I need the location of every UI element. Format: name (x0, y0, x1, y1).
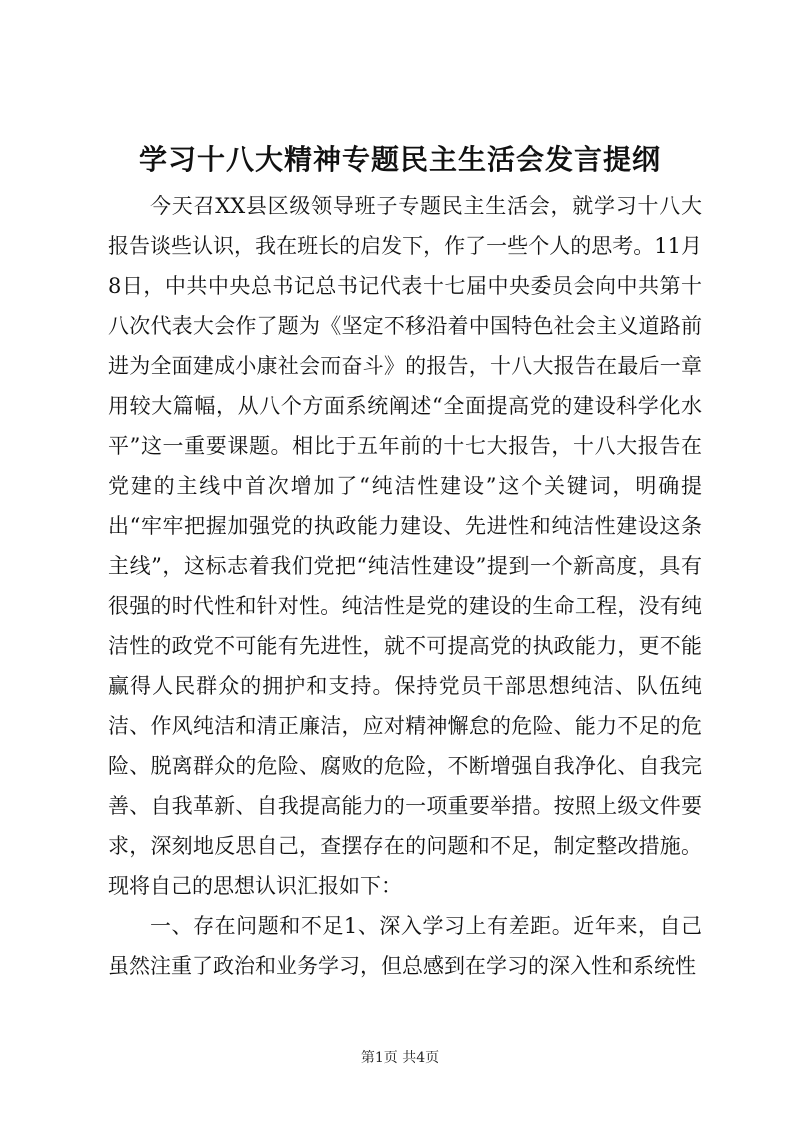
page-footer: 第1页 共4页 (360, 1050, 440, 1066)
document-body (108, 186, 702, 986)
document-title: 学习十八大精神专题民主生活会发言提纲 (138, 143, 661, 176)
paragraph-intro: 今天召XX县区级领导班子专题民主生活会，就学习十八大报告谈些认识，我在班长的启发下，作了一些个人的思考。11月8日，中共中央总书记总书记代表十七届中央委员会向中共第十八次代表大会作了题为《坚定不移沿着中国特色社会主义道路前进为全面建成小康社会而奋斗》的报告，十八大报告在最后一章用较大篇幅，从八个方面系统阐述“全面提高党的建设科学化水平”这一重要课题。相比于五年前的十七大报告，十八大报告在党建的主线中首次增加了“纯洁性建设”这个关键词，明确提出“牢牢把握加强党的执政能力建设、先进性和纯洁性建设这条主线”，这标志着我们党把“纯洁性建设”提到一个新高度，具有很强的时代性和针对性。纯洁性是党的建设的生命工程，没有纯洁性的政党不可能有先进性，就不可提高党的执政能力，更不能赢得人民群众的拥护和支持。保持党员干部思想纯洁、队伍纯洁、作风纯洁和清正廉洁，应对精神懈怠的危险、能力不足的危险、脱离群众的危险、腐败的危险，不断增强自我净化、自我完善、自我革新、自我提高能力的一项重要举措。按照上级文件要求，深刻地反思自己，查摆存在的问题和不足，制定整改措施。现将自己的思想认识汇报如下： (108, 194, 702, 898)
paragraph-problems: 一、存在问题和不足1、深入学习上有差距。近年来，自己虽然注重了政治和业务学习，但总感到在学习的深入性和系统性 (108, 914, 702, 978)
